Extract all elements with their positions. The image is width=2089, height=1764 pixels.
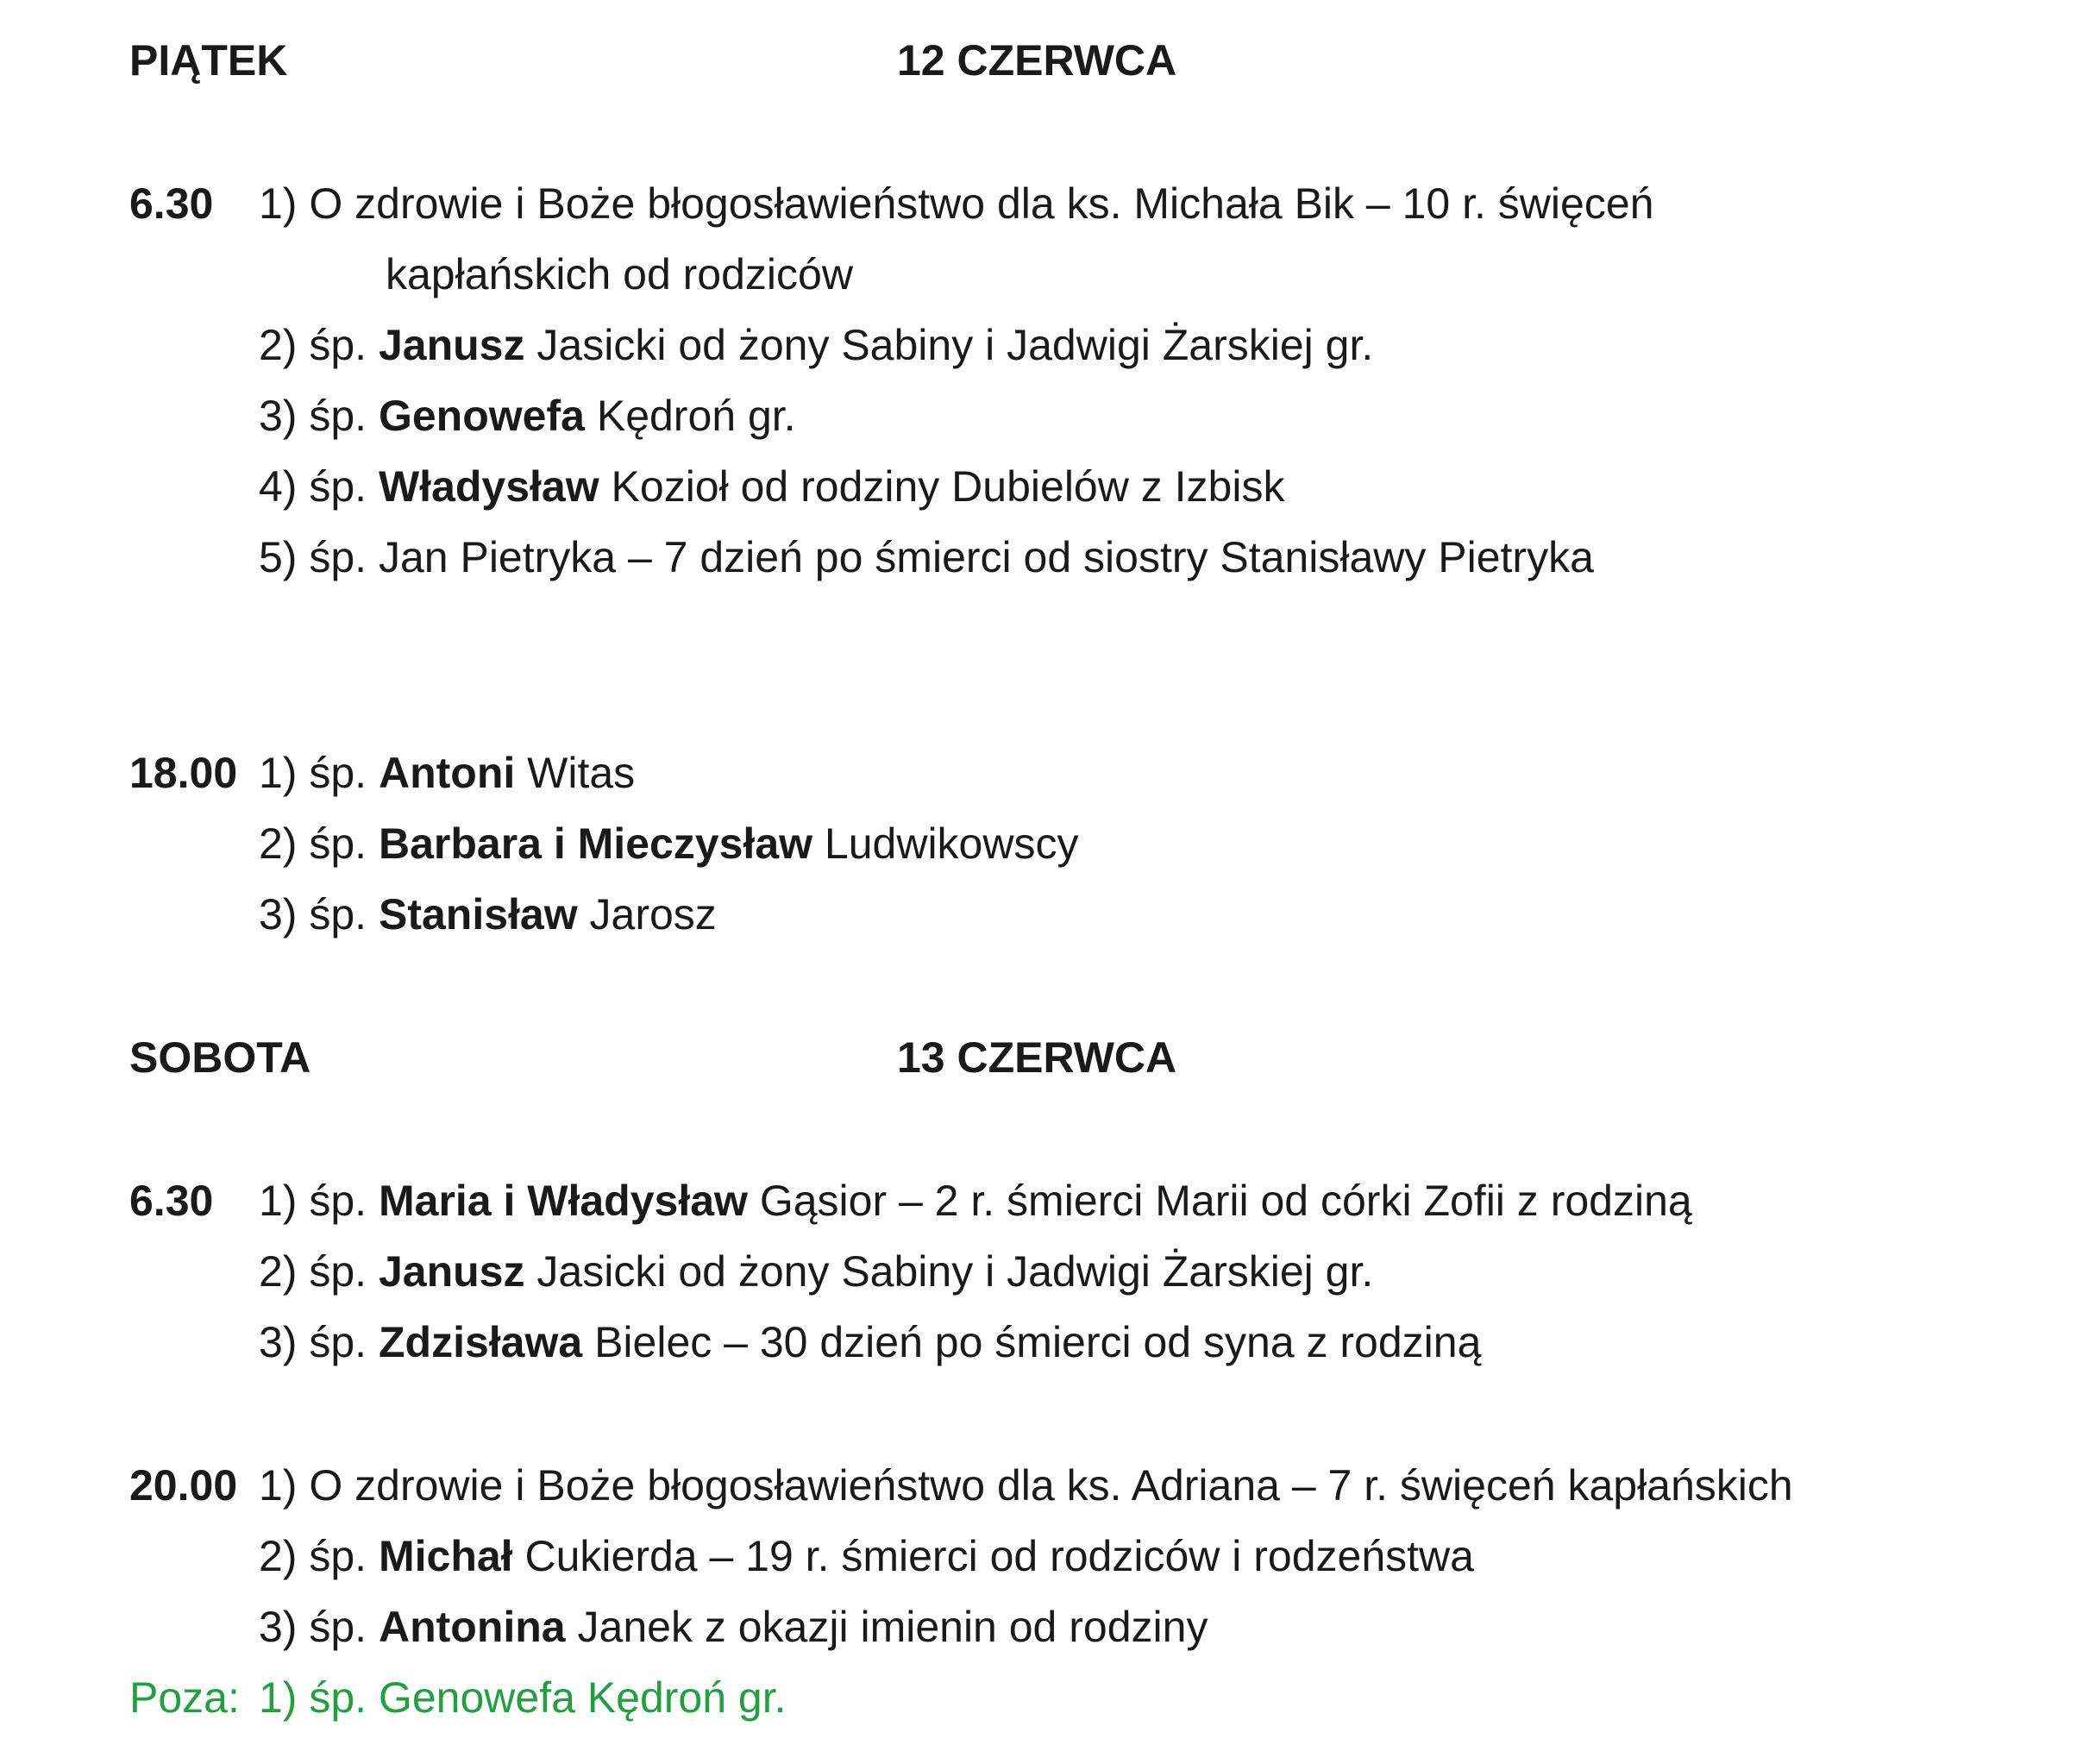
intention-prefix: śp. <box>309 1532 367 1580</box>
intention-text: Jasicki od żony Sabiny i Jadwigi Żarskiej gr. <box>536 1247 1374 1296</box>
intention-number: 2) <box>259 1532 298 1580</box>
poza-intention <box>259 1672 787 1723</box>
intention-text: Witas <box>527 749 636 797</box>
intention-number: 1) <box>259 1461 298 1510</box>
mass-intention <box>259 1460 1793 1511</box>
intention-number: 3) <box>259 1603 298 1651</box>
intention-prefix: śp. <box>309 1177 367 1225</box>
intention-text: Jasicki od żony Sabiny i Jadwigi Żarskiej gr. <box>536 321 1374 369</box>
day-date-friday: 12 CZERWCA <box>897 36 1177 85</box>
mass-intention <box>259 531 1594 583</box>
intention-text: śp. Genowefa Kędroń gr. <box>309 1673 787 1722</box>
intention-name: Barbara i Mieczysław <box>378 819 813 868</box>
mass-time: 20.00 <box>129 1461 238 1510</box>
intention-prefix: śp. <box>309 1318 367 1366</box>
intention-number: 1) <box>259 1673 298 1722</box>
mass-intention <box>259 1246 1373 1297</box>
mass-intention <box>259 319 1373 371</box>
intention-name: Antoni <box>378 749 516 797</box>
intention-prefix: śp. <box>309 392 367 440</box>
intention-text: O zdrowie i Boże błogosławieństwo dla ks. Michała Bik – 10 r. święceń <box>309 179 1654 228</box>
intention-prefix: śp. <box>309 749 367 797</box>
intention-number: 1) <box>259 749 298 797</box>
intention-text: śp. Jan Pietryka – 7 dzień po śmierci od siostry Stanisławy Pietryka <box>309 533 1594 581</box>
intention-prefix: śp. <box>309 1247 367 1296</box>
intention-name: Antonina <box>378 1603 566 1651</box>
mass-intention <box>259 390 796 442</box>
intention-number: 3) <box>259 1318 298 1366</box>
intention-prefix: śp. <box>309 462 367 511</box>
intention-number: 2) <box>259 1247 298 1296</box>
mass-intention <box>259 461 1284 512</box>
intention-prefix: śp. <box>309 321 367 369</box>
intention-text: Janek z okazji imienin od rodziny <box>577 1603 1208 1651</box>
intention-name: Stanisław <box>378 890 578 938</box>
intention-text: Kozioł od rodziny Dubielów z Izbisk <box>611 462 1285 511</box>
mass-intention <box>259 888 717 940</box>
intention-text: Bielec – 30 dzień po śmierci od syna z rodziną <box>594 1318 1482 1366</box>
mass-intention <box>259 1316 1481 1368</box>
mass-intention <box>259 1530 1474 1582</box>
mass-time: 6.30 <box>129 1177 214 1225</box>
day-name-friday: PIĄTEK <box>129 36 288 85</box>
intention-text: Kędroń gr. <box>596 392 796 440</box>
intention-name: Janusz <box>378 1247 525 1296</box>
intention-name: Genowefa <box>378 392 585 440</box>
intention-text: Jarosz <box>589 890 717 938</box>
mass-intention <box>259 818 1078 869</box>
mass-intention <box>259 178 1653 229</box>
intention-name: Zdzisława <box>378 1318 583 1366</box>
poza-label: Poza: <box>129 1673 240 1722</box>
intention-name: Maria i Władysław <box>378 1177 748 1225</box>
intention-text: Gąsior – 2 r. śmierci Marii od córki Zofii z rodziną <box>759 1177 1692 1225</box>
intention-prefix: śp. <box>309 890 367 938</box>
intention-number: 5) <box>259 533 298 581</box>
intention-name: Janusz <box>378 321 525 369</box>
intention-continuation: kapłańskich od rodziców <box>386 250 853 298</box>
intention-text: Cukierda – 19 r. śmierci od rodziców i rodzeństwa <box>524 1532 1474 1580</box>
day-date-saturday: 13 CZERWCA <box>897 1033 1177 1082</box>
mass-intention <box>259 1175 1692 1227</box>
intention-number: 1) <box>259 179 298 228</box>
mass-intention <box>259 747 635 799</box>
intention-number: 3) <box>259 890 298 938</box>
intention-number: 1) <box>259 1177 298 1225</box>
intention-number: 3) <box>259 392 298 440</box>
mass-time: 6.30 <box>129 179 214 228</box>
intention-number: 2) <box>259 321 298 369</box>
intention-number: 4) <box>259 462 298 511</box>
intention-prefix: śp. <box>309 819 367 868</box>
intention-text: O zdrowie i Boże błogosławieństwo dla ks. Adriana – 7 r. święceń kapłańskich <box>309 1461 1793 1510</box>
mass-intention <box>259 1601 1208 1653</box>
intention-name: Władysław <box>378 462 599 511</box>
intention-prefix: śp. <box>309 1603 367 1651</box>
day-name-saturday: SOBOTA <box>129 1033 311 1082</box>
mass-time: 18.00 <box>129 749 238 797</box>
intention-name: Michał <box>378 1532 513 1580</box>
intention-text: Ludwikowscy <box>824 819 1079 868</box>
intention-number: 2) <box>259 819 298 868</box>
